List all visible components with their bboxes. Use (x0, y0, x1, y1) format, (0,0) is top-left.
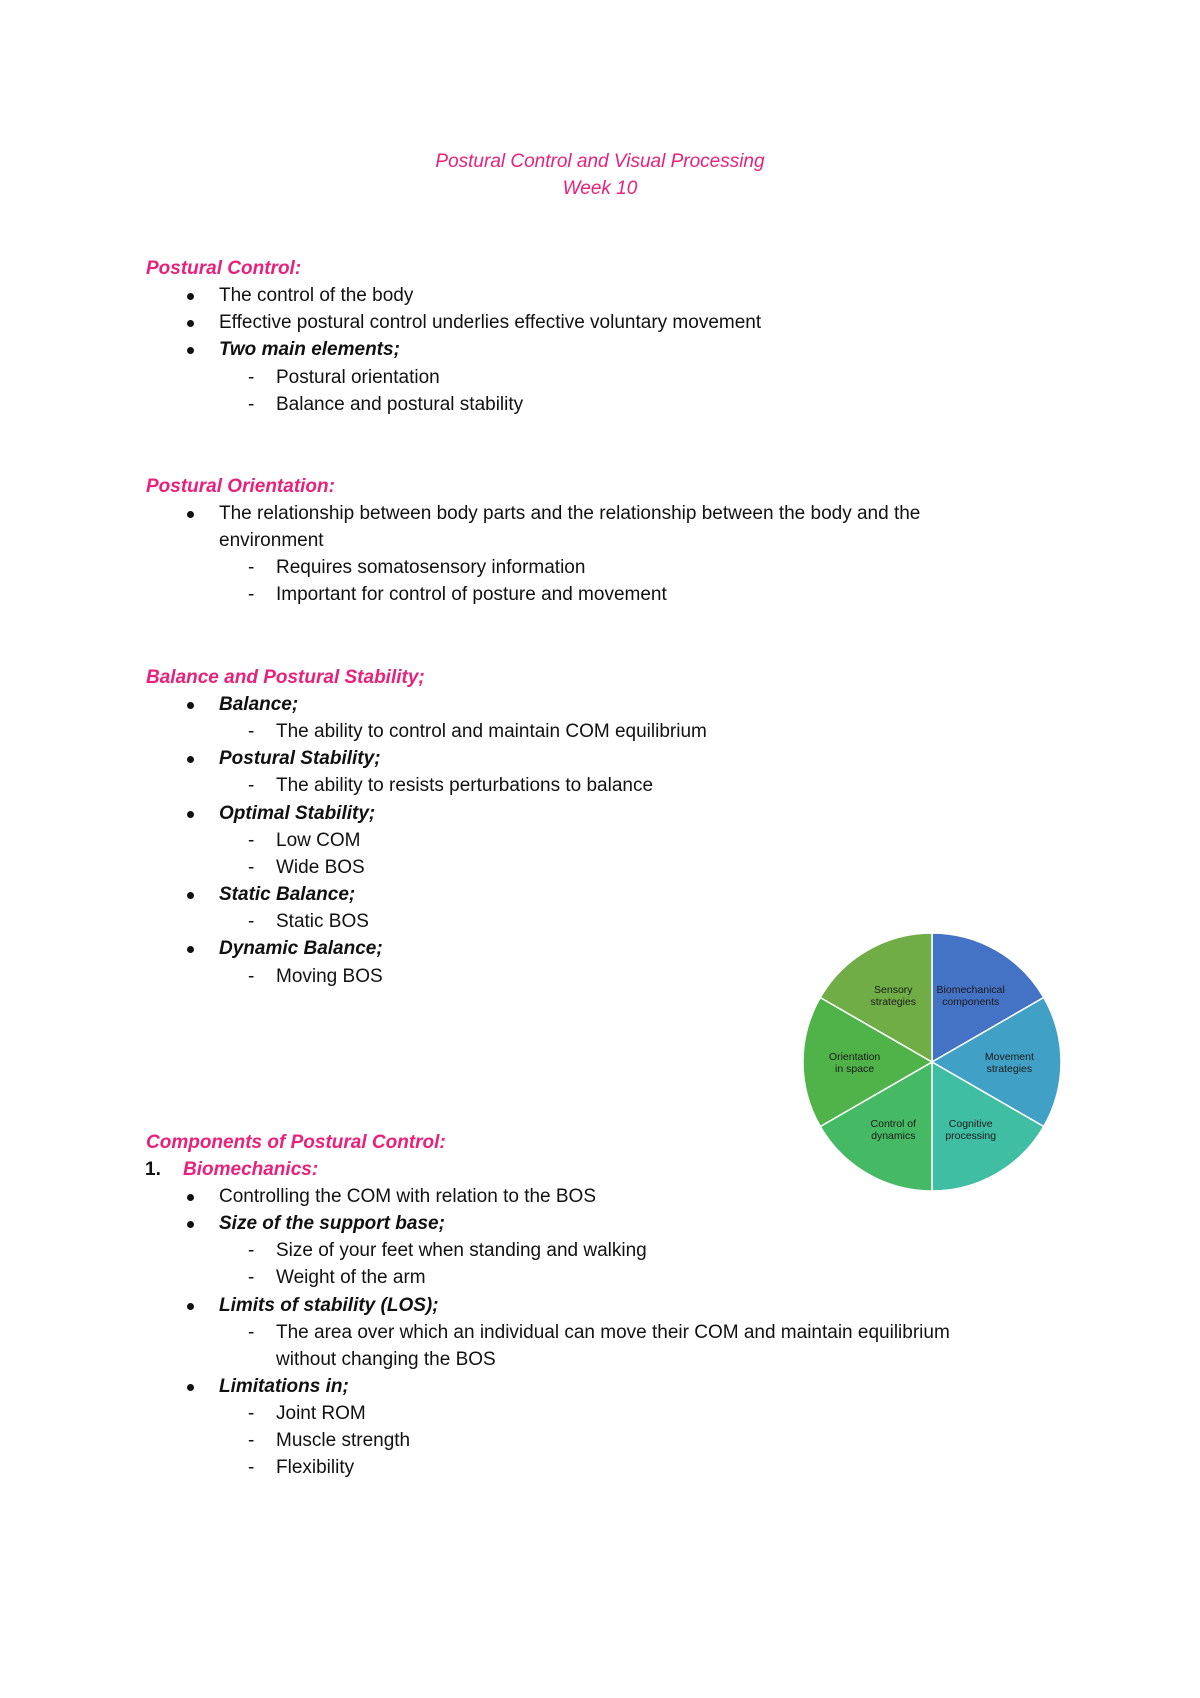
bullet-item: The relationship between body parts and the relationship between the body and the (219, 501, 920, 527)
sub-item: - Postural orientation (276, 365, 440, 391)
sub-item: - Static BOS (276, 909, 369, 935)
sub-item: - Size of your feet when standing and walking (276, 1238, 647, 1264)
components-pie-diagram (800, 930, 1064, 1194)
pie-slice-label (829, 1051, 881, 1075)
pie-label-line: Sensory (874, 984, 913, 996)
title-block (0, 148, 1200, 202)
sub-item: - Joint ROM (276, 1401, 366, 1427)
pie-label-line: dynamics (871, 1130, 916, 1142)
sub-item: - Requires somatosensory information (276, 555, 585, 581)
pie-slice-label (945, 1118, 996, 1142)
bullet-item: Limitations in; (219, 1374, 349, 1400)
pie-label-line: in space (835, 1063, 875, 1075)
bullet-item: Two main elements; (219, 337, 400, 363)
sub-item: - Low COM (276, 828, 360, 854)
sub-item: - Wide BOS (276, 855, 365, 881)
heading-postural-orientation: Postural Orientation: (146, 476, 335, 497)
bullet-item: Dynamic Balance; (219, 936, 383, 962)
sub-item: - The ability to control and maintain COM equilibrium (276, 719, 707, 745)
bullet-item: Optimal Stability; (219, 801, 375, 827)
pie-label-line: Control of (870, 1118, 917, 1130)
pie-label-line: strategies (870, 996, 917, 1008)
pie-label-line: Movement (984, 1051, 1034, 1063)
bullet-item: Limits of stability (LOS); (219, 1293, 439, 1319)
item-number: 1. (145, 1159, 161, 1180)
pie-label-line: Biomechanical (936, 984, 1005, 996)
pie-slice-label (871, 1118, 917, 1142)
bullet-item: The control of the body (219, 283, 413, 309)
pie-slice-label (985, 1051, 1034, 1075)
pie-label-line: strategies (986, 1063, 1033, 1075)
pie-label-line: components (942, 996, 1000, 1008)
sub-item: - The ability to resists perturbations to balance (276, 773, 653, 799)
pie-label-line: processing (945, 1130, 997, 1142)
sub-item: - Moving BOS (276, 964, 383, 990)
sub-item: - Important for control of posture and movement (276, 582, 667, 608)
item-label: Biomechanics: (183, 1159, 319, 1180)
sub-item: - Muscle strength (276, 1428, 410, 1454)
pie-slice-label (937, 984, 1005, 1008)
bullet-item: Postural Stability; (219, 746, 381, 772)
heading-balance-stability: Balance and Postural Stability; (146, 667, 425, 688)
bullet-item: Effective postural control underlies effective voluntary movement (219, 310, 761, 336)
pie-label-line: Cognitive (948, 1118, 993, 1130)
bullet-item: Static Balance; (219, 882, 355, 908)
document-title: Postural Control and Visual Processing (435, 151, 765, 172)
sub-item: - Flexibility (276, 1455, 354, 1481)
sub-item: - Balance and postural stability (276, 392, 523, 418)
pie-slice-label (871, 984, 917, 1008)
sub-item: - The area over which an individual can move their COM and maintain equilibrium (276, 1320, 950, 1346)
sub-item-continuation: without changing the BOS (276, 1349, 496, 1370)
sub-item: - Weight of the arm (276, 1265, 426, 1291)
bullet-item: Size of the support base; (219, 1211, 445, 1237)
heading-components: Components of Postural Control: (146, 1132, 446, 1153)
bullet-continuation: environment (219, 530, 324, 551)
heading-postural-control: Postural Control: (146, 258, 302, 279)
bullet-item: Controlling the COM with relation to the BOS (219, 1184, 596, 1210)
numbered-item (145, 1157, 319, 1183)
pie-label-line: Orientation (828, 1051, 881, 1063)
bullet-item: Balance; (219, 692, 298, 718)
document-subtitle: Week 10 (562, 178, 638, 199)
